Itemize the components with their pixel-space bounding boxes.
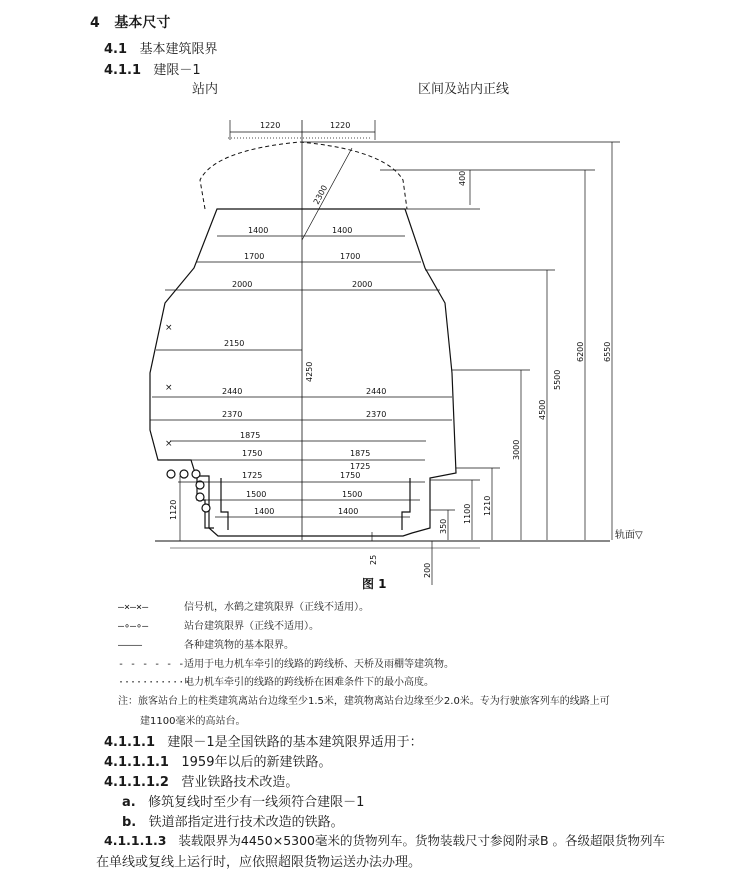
- inner-step-right: [402, 478, 410, 530]
- dim-2000-a: 2000: [232, 280, 253, 289]
- dim-1400-a: 1400: [248, 226, 269, 235]
- dim-4250: 4250: [305, 361, 314, 382]
- dim-1875-b: 1875: [350, 449, 371, 458]
- dim-2370-a: 2370: [222, 410, 243, 419]
- paragraph: [122, 811, 344, 830]
- dim-400: 400: [458, 170, 467, 186]
- paragraph-continuation: [96, 851, 421, 870]
- clearance-figure: [0, 95, 752, 595]
- paragraph-number: 4.1.1.1: [104, 735, 155, 750]
- legend-marker: - - - - - -: [118, 659, 185, 670]
- paragraph-number: 4.1.1.1.1: [104, 755, 169, 770]
- dim-2150: 2150: [224, 339, 245, 348]
- subsubsection-title: 建限－1: [153, 63, 201, 78]
- subsection-number: 4.1: [104, 42, 128, 57]
- legend-text: 适用于电力机车牵引的线路的跨线桥、天桥及雨棚等建筑物。: [184, 659, 454, 670]
- paragraph: [122, 791, 364, 810]
- dim-6200: 6200: [576, 341, 585, 362]
- note-line-1: 注：旅客站台上的柱类建筑离站台边缘至少1.5米，建筑物离站台边缘至少2.0米。专为行驶旅客列车的线路上可: [118, 696, 610, 707]
- dim-1700-a: 1700: [244, 252, 265, 261]
- dim-1100: 1100: [463, 503, 472, 524]
- dim-1725-b: 1725: [350, 462, 371, 471]
- note-line-2: 建1100毫米的高站台。: [140, 716, 246, 727]
- dim-2440-a: 2440: [222, 387, 243, 396]
- paragraph-number: b.: [122, 815, 137, 830]
- clearance-diagram: [0, 95, 752, 595]
- dim-1210: 1210: [483, 495, 492, 516]
- dim-350: 350: [439, 518, 448, 534]
- dim-5500: 5500: [553, 369, 562, 390]
- paragraph-text: 1959年以后的新建铁路。: [181, 755, 332, 770]
- dim-1750-a: 1750: [242, 449, 263, 458]
- legend-text: 电力机车牵引的线路的跨线桥在困难条件下的最小高度。: [184, 677, 434, 688]
- legend-text: 信号机，水鹤之建筑限界（正线不适用）。: [184, 602, 369, 613]
- legend-text: 站台建筑限界（正线不适用）。: [184, 621, 319, 632]
- paragraph-text: 装载限界为4450×5300毫米的货物列车。货物装载尺寸参阅附录B 。各级超限货物列车: [178, 833, 666, 848]
- dim-1500-b: 1500: [342, 490, 363, 499]
- dim-1725-a: 1725: [242, 471, 263, 480]
- svg-text:×: ×: [165, 439, 173, 449]
- svg-text:×: ×: [165, 323, 173, 333]
- paragraph-number: 4.1.1.1.3: [104, 833, 167, 848]
- legend-marker: ············: [118, 677, 191, 688]
- dim-1120: 1120: [169, 499, 178, 520]
- dim-1400-d: 1400: [338, 507, 359, 516]
- rail-surface-label: 轨面▽: [615, 530, 643, 541]
- dim-4500: 4500: [538, 399, 547, 420]
- paragraph-text: 铁道部指定进行技术改造的铁路。: [148, 815, 344, 830]
- dim-1875-a: 1875: [240, 431, 261, 440]
- subsection-heading: [104, 38, 217, 57]
- section-heading: [90, 12, 170, 32]
- paragraph-number: 4.1.1.1.2: [104, 775, 169, 790]
- svg-text:×: ×: [165, 383, 173, 393]
- subsubsection-heading: [104, 59, 201, 78]
- dim-2370-b: 2370: [366, 410, 387, 419]
- legend-item: [118, 655, 454, 670]
- paragraph: [104, 831, 665, 849]
- subsection-title: 基本建筑限界: [139, 42, 218, 57]
- dim-top-left: 1220: [260, 121, 281, 130]
- dim-diag: 2300: [311, 183, 330, 206]
- dim-1750-b: 1750: [340, 471, 361, 480]
- figure-caption: 图 1: [362, 577, 387, 591]
- dim-1400-c: 1400: [254, 507, 275, 516]
- legend-item: [118, 636, 294, 651]
- dim-1400-b: 1400: [332, 226, 353, 235]
- dim-6550: 6550: [603, 341, 612, 362]
- paragraph-text: 建限－1是全国铁路的基本建筑限界适用于：: [167, 735, 423, 750]
- dim-2000-b: 2000: [352, 280, 373, 289]
- dim-3000: 3000: [512, 439, 521, 460]
- legend-item: [118, 598, 369, 613]
- legend-marker: —×—×—: [118, 602, 149, 613]
- paragraph: [104, 771, 298, 790]
- paragraph: [104, 731, 423, 750]
- inner-step-left: [221, 478, 228, 530]
- paragraph-text: 修筑复线时至少有一线须符合建限－1: [148, 795, 365, 810]
- label-mainline: 区间及站内正线: [418, 82, 510, 97]
- paragraph-text: 营业铁路技术改造。: [181, 775, 299, 790]
- label-station: 站内: [192, 82, 219, 97]
- legend-item: [118, 617, 319, 632]
- paragraph-number: a.: [122, 795, 136, 810]
- legend-item: [118, 673, 434, 688]
- paragraph-text: 在单线或复线上运行时，应依照超限货物运送办法办理。: [96, 855, 422, 870]
- arch-dashed-outline: [200, 142, 407, 209]
- dim-1500-a: 1500: [246, 490, 267, 499]
- subsubsection-number: 4.1.1: [104, 63, 142, 78]
- section-number: 4: [90, 15, 100, 31]
- paragraph: [104, 751, 331, 770]
- legend-marker: —∘—∘—: [118, 621, 149, 632]
- dim-top-right: 1220: [330, 121, 351, 130]
- legend-marker: ————: [118, 640, 143, 651]
- dim-25: 25: [369, 554, 378, 565]
- legend-text: 各种建筑物的基本限界。: [184, 640, 294, 651]
- section-title: 基本尺寸: [114, 15, 171, 31]
- dim-1700-b: 1700: [340, 252, 361, 261]
- dim-2440-b: 2440: [366, 387, 387, 396]
- dim-200: 200: [423, 562, 432, 578]
